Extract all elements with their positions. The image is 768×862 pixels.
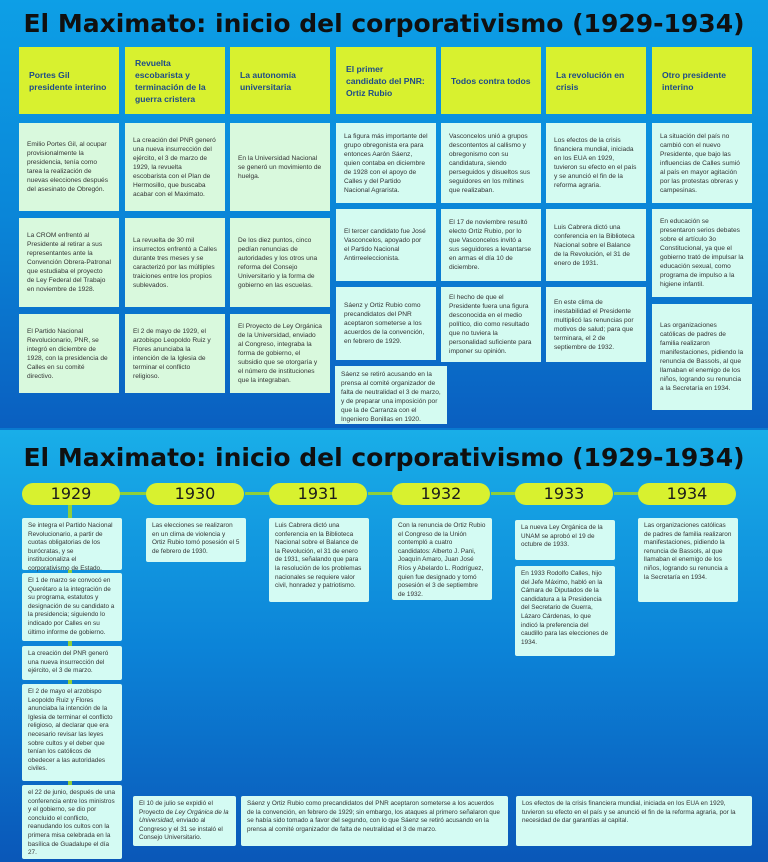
column-header-autonomia-universitaria: La autonomía universitaria	[230, 47, 330, 114]
column-header-ortiz-rubio: El primer candidato del PNR: Ortiz Rubio	[336, 47, 436, 114]
event-card-1929: el 22 de junio, después de una conferencia entre los ministros y el gobierno, se dio por concluido el conflicto, reanudando los cultos con la primera misa celebrada en la basílica de Guadalupe el día 27.	[22, 785, 122, 859]
event-card-1933: En 1933 Rodolfo Calles, hijo del Jefe Máximo, habló en la Cámara de Diputados de la candidatura a la Presidencia del Secretario de Guerra, Lázaro Cárdenas, lo que indicó la preferencia del caudillo para las elecciones de 1934.	[515, 566, 615, 656]
year-label-1929: 1929	[22, 483, 120, 505]
timeline-connector	[245, 492, 270, 495]
column-header-otro-presidente: Otro presidente interino	[652, 47, 752, 114]
year-label-1930: 1930	[146, 483, 244, 505]
year-label-1931: 1931	[269, 483, 367, 505]
event-card-1932: Con la renuncia de Ortiz Rubio el Congreso de la Unión contempló a cuatro candidatos: Alberto J. Pani, Joaquín Amaro, Juan José Ríos y Abelardo L. Rodríguez, quien fue designado y tomó posesión el 3 de septiembre de 1932.	[392, 518, 492, 600]
extra-note-cell: Sáenz se retiró acusando en la prensa al comité organizador de falta de neutralidad el 3 de marzo, y de preparar una imposición por que la de Carranza con el Ingeniero Bonillas en 1920.	[335, 366, 447, 424]
table-cell: El Proyecto de Ley Orgánica de la Universidad, enviado al Congreso, integraba la forma de gobierno, el subsidio que se otorgaría y el número de instituciones que la integraban.	[230, 314, 330, 393]
year-label-1934: 1934	[638, 483, 736, 505]
timeline-panel	[0, 430, 768, 862]
table-cell: Vasconcelos unió a grupos descontentos al callismo y obregonismo con su candidatura, siendo perseguidos y disueltos sus seguidores en los mítines que realizaban.	[441, 123, 541, 203]
timeline-title: El Maximato: inicio del corporativismo (1929-1934)	[23, 443, 745, 472]
column-header-portes-gil: Portes Gil presidente interino	[19, 47, 119, 114]
table-cell: La CROM enfrentó al Presidente al retirar a sus representantes ante la Convención Obrera-Patronal que estudiaba el proyecto de Ley Federal del Trabajo en noviembre de 1928.	[19, 218, 119, 307]
timeline-connector	[120, 492, 147, 495]
event-text-emphasis: Ley Orgánica de la Universidad	[139, 808, 229, 825]
event-text: , enviado al Congreso y el 31 se instaló el Consejo Universitario.	[139, 817, 223, 842]
table-cell: La figura más importante del grupo obregonista era para entonces Aarón Sáenz, quien contaba en diciembre de 1928 con el apoyo de Calles y del Partido Nacional Agrarista.	[336, 123, 436, 203]
timeline-connector	[614, 492, 639, 495]
table-cell: El 17 de noviembre resultó electo Ortiz Rubio, por lo que Vasconcelos invitó a sus seguidores a levantarse en armas el día 10 de diciembre.	[441, 209, 541, 281]
event-card-1931: Luis Cabrera dictó una conferencia en la Biblioteca Nacional sobre el Balance de la Revolución, el 31 de enero de 1931, señalando que para la resolución de los problemas nacionales se requiere valor civil, honradez y patriotismo.	[269, 518, 369, 602]
event-card-saenz-ortiz-rubio: Sáenz y Ortiz Rubio como precandidatos del PNR aceptaron someterse a los acuerdos de la convención, en febrero de 1929; sin embargo, los ataques al primero señalaron que se había sido tomado a favor del segundo, con lo que Sáenz se retiró acusando en la prensa al comité organizador de falta de neutralidad el 3 de marzo.	[241, 796, 508, 846]
table-cell: Las organizaciones católicas de padres de familia realizaron manifestaciones, pidiendo la renuncia de Bassols, al que llamaban el enemigo de los niños, logrando su renuncia a la Secretaría en 1934.	[652, 304, 752, 410]
table-cell: En este clima de inestabilidad el Presidente multiplicó las renuncias por motivos de salud; para que terminara, el 2 de septiembre de 1932.	[546, 287, 646, 362]
table-cell: La revuelta de 30 mil insurrectos enfrentó a Calles durante tres meses y se caracterizó por las múltiples traiciones entre los propios sublevados.	[125, 218, 225, 307]
timeline-connector	[491, 492, 516, 495]
table-cell: En la Universidad Nacional se generó un movimiento de huelga.	[230, 123, 330, 211]
event-card-crisis-financiera: Los efectos de la crisis financiera mundial, iniciada en los EUA en 1929, tuvieron su efecto en el país y se anunció el fin de la reforma agraria, por la necesidad de dar garantías al capital.	[516, 796, 752, 846]
table-cell: Los efectos de la crisis financiera mundial, iniciada en los EUA en 1929, tuvieron su efecto en el país y se anunció el fin de la reforma agraria.	[546, 123, 646, 203]
table-cell: El 2 de mayo de 1929, el arzobispo Leopoldo Ruiz y Flores anunciaba la intención de la Iglesia de terminar el conflicto religioso.	[125, 314, 225, 393]
table-cell: En educación se presentaron serios debates sobre el artículo 3o Constitucional, ya que el gobierno trató de impulsar la educación sexual, como programa de impulso a la higiene infantil.	[652, 209, 752, 297]
event-card-ley-organica	[133, 796, 236, 846]
event-card-1929: La creación del PNR generó una nueva insurrección del ejército, el 3 de marzo.	[22, 646, 122, 680]
table-title: El Maximato: inicio del corporativismo (1929-1934)	[23, 9, 745, 38]
event-card-1929: Se integra el Partido Nacional Revolucionario, a partir de cuotas obligatorias de los burócratas, y se institucionaliza el corporativismo de Estado.	[22, 518, 122, 570]
table-cell: La situación del país no cambió con el nuevo Presidente, que bajo las influencias de Calles sumió al país en mayor agitación por las protestas obreras y campesinas.	[652, 123, 752, 203]
column-header-revuelta-escobarista: Revuelta escobarista y terminación de la guerra cristera	[125, 47, 225, 114]
year-label-1932: 1932	[392, 483, 490, 505]
column-header-todos-contra-todos: Todos contra todos	[441, 47, 541, 114]
table-cell: El tercer candidato fue José Vasconcelos, apoyado por el Partido Nacional Antirreeleccionista.	[336, 209, 436, 281]
table-cell: La creación del PNR generó una nueva insurrección del ejército, el 3 de marzo de 1929, la revuelta escobarista con el Plan de Hermosillo, que buscaba acabar con el Maximato.	[125, 123, 225, 211]
table-cell: Emilio Portes Gil, al ocupar provisionalmente la presidencia, tenía como tarea la realización de nuevas elecciones después del asesinato de Obregón.	[19, 123, 119, 211]
table-cell: Luis Cabrera dictó una conferencia en la Biblioteca Nacional sobre el Balance de la Revolución, el 31 de enero de 1931.	[546, 209, 646, 281]
column-header-revolucion-crisis: La revolución en crisis	[546, 47, 646, 114]
table-cell: El Partido Nacional Revolucionario, PNR, se integró en diciembre de 1928, con la presidencia de Calles en su comité directivo.	[19, 314, 119, 393]
event-card-1929: El 1 de marzo se convocó en Querétaro a la integración de su programa, estatutos y designación de su candidato a la presidencia; siguiendo lo indicado por Calles en su último informe de gobierno.	[22, 573, 122, 641]
event-card-1933: La nueva Ley Orgánica de la UNAM se aprobó el 19 de octubre de 1933.	[515, 520, 615, 560]
event-text: El 10 de julio se expidió el Proyecto de	[139, 800, 213, 816]
event-card-1934: Las organizaciones católicas de padres de familia realizaron manifestaciones, pidiendo la renuncia de Bassols, al que llamaban el enemigo de los niños, logrando su renuncia a la Secretaría en 1934.	[638, 518, 738, 602]
table-cell: Sáenz y Ortiz Rubio como precandidatos del PNR aceptaron someterse a los acuerdos de la convención, en febrero de 1929.	[336, 287, 436, 360]
timeline-connector	[368, 492, 393, 495]
event-card-1929: El 2 de mayo el arzobispo Leopoldo Ruiz y Flores anunciaba la intención de la Iglesia de terminar el conflicto religioso, al declarar que era necesario revisar las leyes sobre cultos y el deber que tenían los católicos de obedecer a las autoridades civiles.	[22, 684, 122, 781]
concept-table-panel	[0, 0, 768, 428]
table-cell: De los diez puntos, cinco pedían renuncias de autoridades y los otros una reforma del Consejo Universitario y la forma de gobierno en las escuelas.	[230, 218, 330, 307]
table-cell: El hecho de que el Presidente fuera una figura desconocida en el medio político, dio como resultado que no tuviera la personalidad suficiente para imponer su opinión.	[441, 287, 541, 362]
event-card-1930: Las elecciones se realizaron en un clima de violencia y Ortiz Rubio tomó posesión el 5 de febrero de 1930.	[146, 518, 246, 562]
year-label-1933: 1933	[515, 483, 613, 505]
